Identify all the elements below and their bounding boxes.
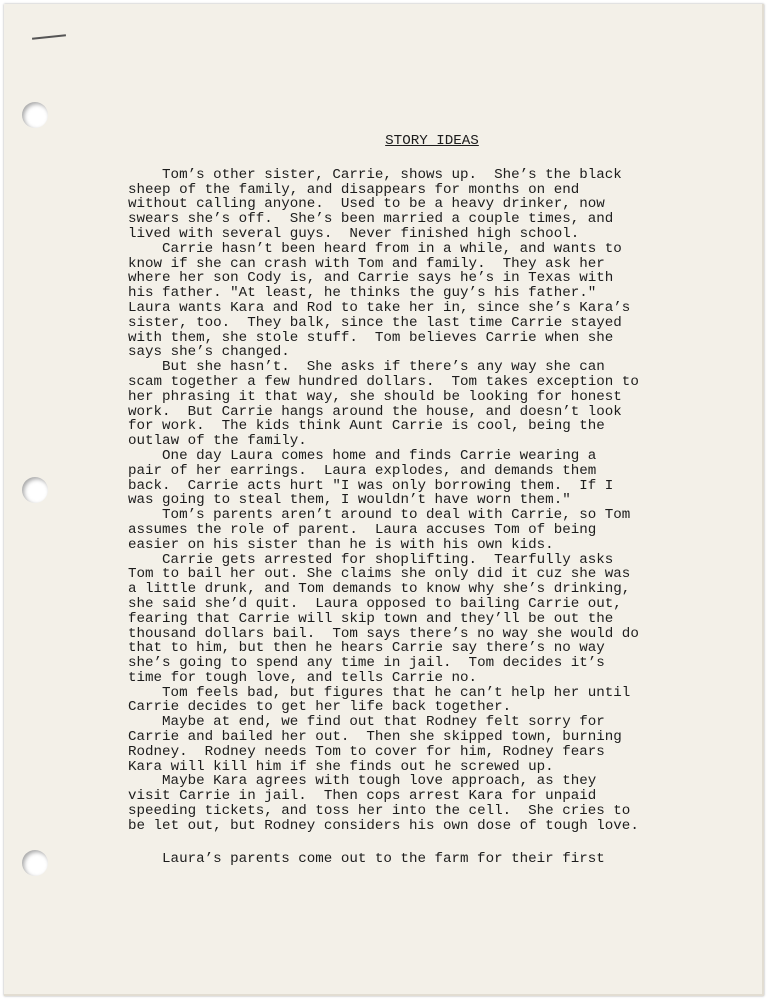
page-content [128, 134, 728, 866]
paragraph: Laura’s parents come out to the farm for their first [162, 850, 605, 867]
paragraph: Carrie hasn’t been heard from in a while, and wants to know if she can crash with Tom and family. They ask her where her son Cody is, and Carrie says he’s in Texas with his father. "At least, he thinks the guy’s his father." Laura wants Kara and Rod to take her in, since she’s Kara’s sister, too. They balk, since the last time Carrie stayed with them, she stole stuff. Tom believes Carrie when she says she’s changed. [128, 240, 631, 361]
paragraph: Tom’s other sister, Carrie, shows up. She’s the black sheep of the family, and disappears for months on end without calling anyone. Used to be a heavy drinker, now swears she’s off. She’s been married a couple times, and lived with several guys. Never finished high school. [128, 166, 622, 242]
pen-mark [32, 34, 66, 40]
paragraph: Maybe Kara agrees with tough love approach, as they visit Carrie in jail. Then cops arrest Kara for unpaid speeding tickets, and toss her into the cell. She cries to be let out, but Rodney considers his own dose of tough love. [128, 773, 639, 834]
paragraph: Tom feels bad, but figures that he can’t help her until Carrie decides to get her life back together. [128, 684, 631, 716]
punch-hole-middle [22, 477, 48, 503]
punch-hole-bottom [22, 850, 48, 876]
paragraph: One day Laura comes home and finds Carrie wearing a pair of her earrings. Laura explodes, and demands them back. Carrie acts hurt "I was only borrowing them. If I was going to steal them, I wouldn’t have worn them." [128, 447, 614, 509]
page-title: STORY IDEAS [385, 133, 479, 149]
punch-hole-top [22, 102, 48, 128]
paragraph: But she hasn’t. She asks if there’s any way she can scam together a few hundred dollars. Tom takes exception to her phrasing it that way, she should be looking for honest work. But Carrie hangs around the house, and doesn’t look for work. The kids think Aunt Carrie is cool, being the outlaw of the family. [128, 359, 639, 450]
paragraph: Carrie gets arrested for shoplifting. Tearfully asks Tom to bail her out. She claims she only did it cuz she was a little drunk, and Tom demands to know why she’s drinking, she said she’d quit. Laura opposed to bailing Carrie out, fearing that Carrie will skip town and they’ll be out the thousand dollars bail. Tom says there’s no way she would do that to him, but then he hears Carrie say there’s no way she’s going to spend any time in jail. Tom decides it’s time for tough love, and tells Carrie no. [128, 551, 639, 686]
paragraph: Tom’s parents aren’t around to deal with Carrie, so Tom assumes the role of parent. Laura accuses Tom of being easier on his sister than he is with his own kids. [128, 507, 631, 553]
paragraph: Maybe at end, we find out that Rodney felt sorry for Carrie and bailed her out. Then she skipped town, burning Rodney. Rodney needs Tom to cover for him, Rodney fears Kara will kill him if she finds out he screwed up. [128, 714, 622, 775]
manuscript-page [4, 4, 764, 996]
